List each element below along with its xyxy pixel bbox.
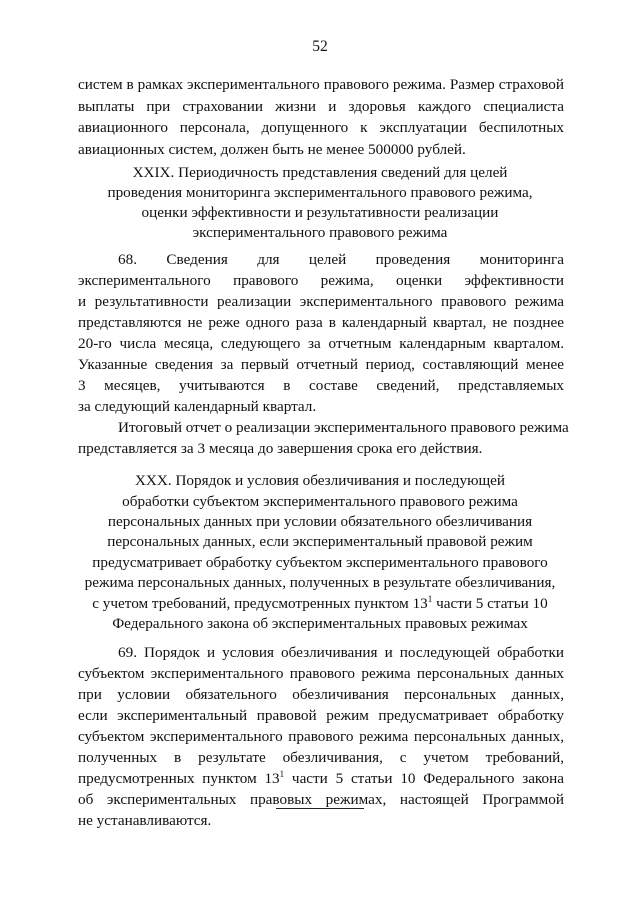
text-line: субъектом экспериментального правового режима персональных данных, [78,728,564,745]
text-line: 3 месяцев, учитываются в составе сведений, представляемых [78,377,564,394]
text-line: субъектом экспериментального правового режима персональных данных [78,665,564,682]
section-heading-line: персональных данных, если экспериментальный правовой режим [107,533,533,550]
section-heading-line: экспериментального правового режима [192,224,448,241]
text-line: если экспериментальный правовой режим предусматривает обработку [78,707,564,724]
text-line: не устанавливаются. [78,812,212,829]
text-line: систем в рамках экспериментального правового режима. Размер страховой [78,76,564,93]
superscript: 1 [427,594,433,604]
text-line: и результативности реализации экспериментального правового режима [78,293,564,310]
section-heading-line: Федерального закона об экспериментальных правовых режимах [112,615,528,632]
text-line: об экспериментальных правовых режимах, настоящей Программой [78,791,564,808]
text-fragment: предусмотренных пунктом 13 [78,770,280,787]
text-line: при условии обязательного обезличивания персональных данных, [78,686,564,703]
text-line: Итоговый отчет о реализации экспериментального правового режима [118,419,569,436]
end-divider [276,808,364,809]
section-heading-line: предусматривает обработку субъектом экспериментального правового [92,554,548,571]
text-line: представляются не реже одного раза в календарный квартал, не позднее [78,314,564,331]
page-number: 52 [312,38,328,55]
section-heading-line: персональных данных при условии обязательного обезличивания [107,513,533,530]
section-heading-line: обработки субъектом экспериментального правового режима [122,493,518,510]
section-heading-line: проведения мониторинга экспериментального правового режима, [107,184,533,201]
text-line: за следующий календарный квартал. [78,398,317,415]
text-line: авиационного персонала, допущенного к эксплуатации беспилотных [78,119,564,136]
section-heading-line: режима персональных данных, полученных в результате обезличивания, [84,574,556,591]
text-fragment: части 5 статьи 10 Федерального закона [284,770,564,787]
text-line: 20-го числа месяца, следующего за отчетным календарным кварталом. [78,335,564,352]
text-line: 69. Порядок и условия обезличивания и последующей обработки [118,644,564,661]
text-line [78,769,564,789]
section-heading-line [0,594,640,614]
heading-text: части 5 статьи 10 [432,595,548,612]
text-line: выплаты при страховании жизни и здоровья каждого специалиста [78,98,564,115]
text-line: полученных в результате обезличивания, с учетом требований, [78,749,564,766]
section-heading-line: XXX. Порядок и условия обезличивания и последующей [134,472,506,489]
text-line: экспериментального правового режима, оценки эффективности [78,272,564,289]
text-line: Указанные сведения за первый отчетный период, составляющий менее [78,356,564,373]
section-heading-line: XXIX. Периодичность представления сведений для целей [132,164,508,181]
section-heading-line: оценки эффективности и результативности реализации [141,204,499,221]
text-line: авиационных систем, должен быть не менее 500000 рублей. [78,141,466,158]
text-line: 68. Сведения для целей проведения мониторинга [118,251,564,268]
superscript: 1 [279,769,285,779]
heading-text: с учетом требований, предусмотренных пунктом 13 [92,595,428,612]
text-line: представляется за 3 месяца до завершения срока его действия. [78,440,483,457]
